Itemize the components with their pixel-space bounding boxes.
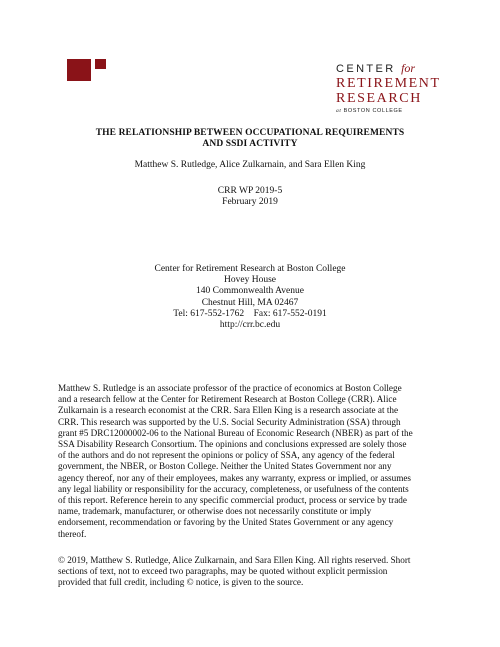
working-paper-number: CRR WP 2019-5: [217, 186, 283, 196]
address-block: [0, 264, 500, 331]
logo-boston-college-text: BOSTON COLLEGE: [343, 108, 403, 114]
copyright-text-line: provided that full credit, including © notice, is given to the source.: [58, 577, 304, 588]
bio-text-line: SSA Disability Research Consortium. The opinions and conclusions expressed are solely those: [58, 439, 407, 450]
bio-text-line: of the authors and do not represent the opinions or policy of SSA, any agency of the federal: [58, 450, 395, 461]
address-city: Chestnut Hill, MA 02467: [201, 297, 299, 308]
bio-text-line: government, the NBER, or Boston College. Neither the United States Government nor any: [58, 461, 392, 472]
authors: Matthew S. Rutledge, Alice Zulkarnain, and Sara Ellen King: [134, 160, 366, 170]
paper-title: [0, 128, 500, 150]
logo-for-text: for: [401, 61, 416, 75]
bio-text-line: grant #5 DRC12000002-06 to the National Bureau of Economic Research (NBER) as part of the: [58, 427, 413, 438]
logo-research-text: RESEARCH: [336, 91, 422, 106]
logo-at-text: at: [336, 108, 342, 114]
logo-square-small: [95, 59, 106, 69]
crr-logo: [336, 61, 441, 114]
logo-center-text: CENTER: [336, 63, 396, 75]
bio-text-line: name, trademark, manufacturer, or otherwise does not necessarily constitute or imply: [58, 506, 372, 517]
address-url[interactable]: http://crr.bc.edu: [219, 320, 281, 331]
bio-text-line: agency thereof, nor any of their employees, makes any warranty, express or implied, or assumes: [58, 472, 412, 483]
bio-text-line: Zulkarnain is a research economist at the CRR. Sara Ellen King is a research associate at the: [58, 405, 399, 416]
logo-square-large: [67, 59, 91, 81]
bio-text-line: any legal liability or responsibility for the accuracy, completeness, or usefulness of the contents: [58, 483, 409, 494]
bio-text-line: Matthew S. Rutledge is an associate professor of the practice of economics at Boston College: [58, 383, 402, 393]
bio-text-line: endorsement, recommendation or favoring by the United States Government or any agency: [58, 517, 394, 528]
bio-text-line: of this report. Reference herein to any specific commercial product, process or service by trade: [58, 495, 407, 506]
address-building: Hovey House: [224, 275, 276, 286]
address-street: 140 Commonwealth Avenue: [195, 286, 304, 297]
title-line-2: AND SSDI ACTIVITY: [202, 139, 298, 149]
copyright-notice: [58, 555, 448, 589]
logo-retirement-text: RETIREMENT: [336, 76, 441, 91]
bio-text-line: thereof.: [58, 528, 87, 539]
address-org: Center for Retirement Research at Boston College: [154, 264, 346, 274]
bio-text-line: CRR. This research was supported by the U.S. Social Security Administration (SSA) through: [58, 416, 401, 427]
title-line-1: THE RELATIONSHIP BETWEEN OCCUPATIONAL REQUIREMENTS: [95, 128, 405, 138]
copyright-text-line: © 2019, Matthew S. Rutledge, Alice Zulkarnain, and Sara Ellen King. All rights reserved. Short: [58, 555, 411, 565]
copyright-text-line: sections of text, not to exceed two paragraphs, may be quoted without explicit permission: [58, 566, 388, 577]
author-bio-disclaimer: [58, 383, 448, 540]
working-paper-info: [0, 186, 500, 208]
working-paper-date: February 2019: [222, 197, 278, 207]
bio-text-line: and a research fellow at the Center for Retirement Research at Boston College (CRR). Alice: [58, 394, 397, 405]
address-phone-fax: Tel: 617-552-1762 Fax: 617-552-0191: [173, 308, 327, 319]
